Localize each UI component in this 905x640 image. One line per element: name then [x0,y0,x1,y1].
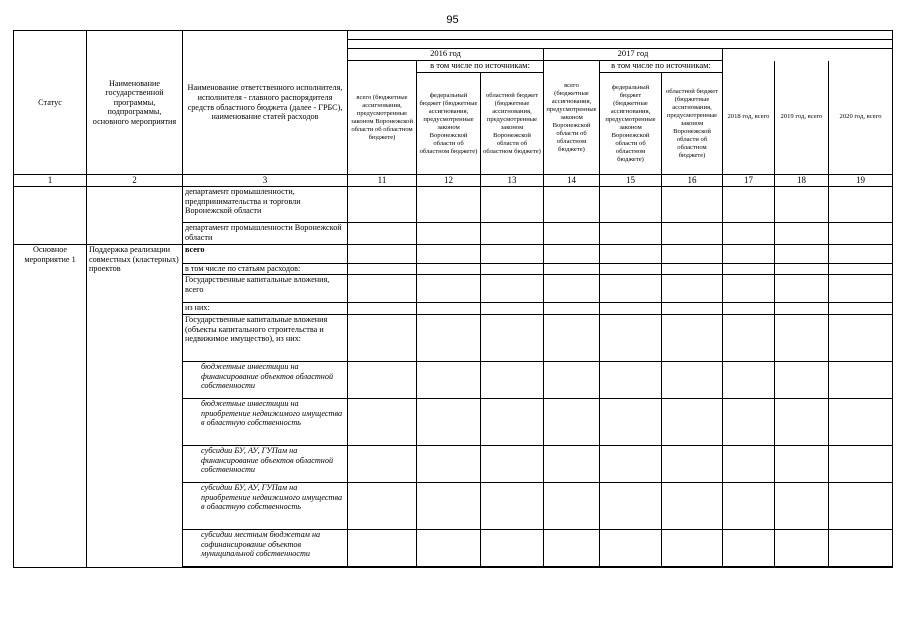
budget-table [13,30,893,568]
program-cell: Поддержка реализации совместных (кластерных) проектов [87,245,183,568]
row-capital-objects: Государственные капитальные вложения (объекты капитального строительства и недвижимое имущество), из них: [183,315,348,362]
row-dept2: департамент промышленности Воронежской области [183,223,348,245]
col-number: 3 [183,175,348,187]
col-number: 1 [14,175,87,187]
incl-sources-2017: в том числе по источникам: [600,61,723,73]
col-number: 2 [87,175,183,187]
row-subs-acquisition: субсидии БУ, АУ, ГУПам на приобретение недвижимого имущества в областную собственность [183,483,348,530]
header-federal-2017: федеральный бюджет (бюджетные ассигнования, предусмотренные законом Воронежской области об областном бюджете) [600,73,662,175]
table-row [14,245,893,264]
col-number: 17 [723,175,775,187]
col-number: 19 [829,175,893,187]
header-program-name: Наименование государственной программы, подпрограммы, основного мероприятия [87,31,183,175]
header-federal-2016: федеральный бюджет (бюджетные ассигнования, предусмотренные законом Воронежской области об областном бюджете) [417,73,481,175]
year-2016: 2016 год [348,49,544,61]
col-number: 12 [417,175,481,187]
row-total: всего [183,245,348,264]
header-regional-2017: областной бюджет (бюджетные ассигнования, предусмотренные законом Воронежской области об областном бюджете) [662,73,723,175]
header-total-2017: всего (бюджетные ассигнования, предусмотренные законом Воронежской области об областном бюджете) [544,61,600,175]
incl-sources-2016: в том числе по источникам: [417,61,544,73]
table-row [14,187,893,223]
row-inv-acquisition: бюджетные инвестиции на приобретение недвижимого имущества в областную собственность [183,399,348,446]
page-number: 95 [446,14,459,26]
column-number-row [14,175,893,187]
header-total-2016: всего (бюджетные ассигнования, предусмотренные законом Воронежской области об областном бюджете) [348,61,417,175]
year-2017: 2017 год [544,49,723,61]
header-2019: 2019 год, всего [775,61,829,175]
row-inv-financing: бюджетные инвестиции на финансирование объектов областной собственности [183,362,348,399]
row-dept1: департамент промышленности, предпринимательства и торговли Воронежской области [183,187,348,223]
col-number: 16 [662,175,723,187]
row-incl-articles: в том числе по статьям расходов: [183,264,348,275]
col-number: 15 [600,175,662,187]
col-number: 18 [775,175,829,187]
status-cell: Основное мероприятие 1 [14,245,87,568]
header-regional-2016: областной бюджет (бюджетные ассигнования, предусмотренные законом Воронежской области об областном бюджете) [481,73,544,175]
row-subs-financing: субсидии БУ, АУ, ГУПам на финансирование объектов областной собственности [183,446,348,483]
header-status: Статус [14,31,87,175]
col-number: 13 [481,175,544,187]
row-subs-municipal: субсидии местным бюджетам на софинансирование объектов муниципальной собственности [183,530,348,567]
row-of-them: из них: [183,303,348,315]
header-2020: 2020 год, всего [829,61,893,175]
col-number: 14 [544,175,600,187]
col-number: 11 [348,175,417,187]
header-2018: 2018 год, всего [723,61,775,175]
header-executor: Наименование ответственного исполнителя, исполнителя - главного распорядителя средств областного бюджета (далее - ГРБС), наименование статей расходов [183,31,348,175]
row-capital-total: Государственные капитальные вложения, всего [183,275,348,303]
